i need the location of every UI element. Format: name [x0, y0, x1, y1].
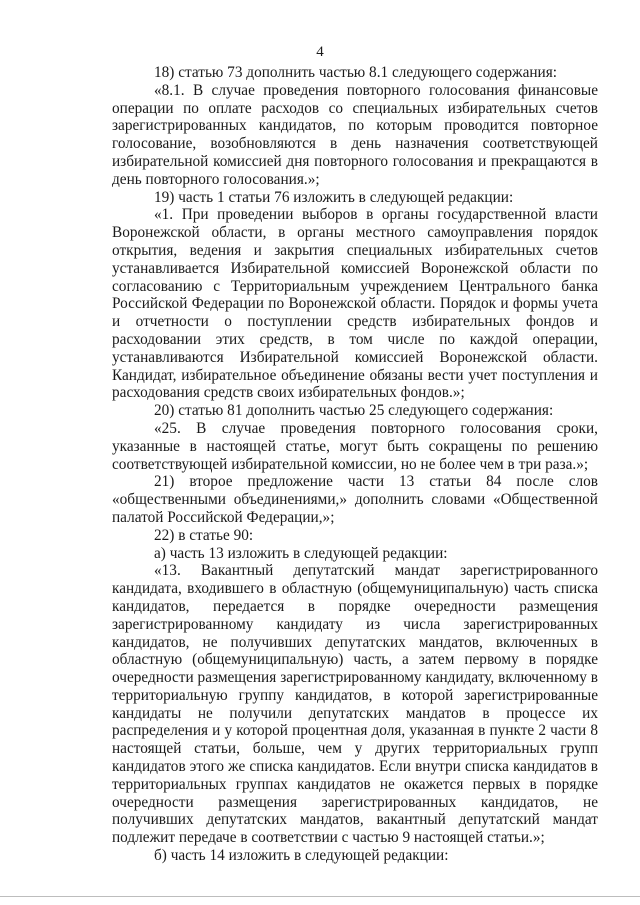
paragraph-item-19: 19) часть 1 статьи 76 изложить в следующей редакции:: [154, 188, 514, 206]
paragraph-quote-13: «13. Вакантный депутатский мандат зарегистрированного кандидата, входившего в областную (общемуниципальную) часть списка кандидатов, передается в порядке очередности размещения зарегистрированному кандидату из числа зарегистрированных кандидатов, не получивших депутатских мандатов, включенных в областную (общемуниципальную) часть, а затем первому в порядке очередности размещения зарегистрированному кандидату, включенному в территориальную группу кандидатов, в которой зарегистрированные кандидаты не получили депутатских мандатов в процессе их распределения и у которой процентная доля, указанная в пункте 2 части 8 настоящей статьи, больше, чем у других территориальных групп кандидатов этого же списка кандидатов. Если внутри списка кандидатов в территориальных группах кандидатов не окажется первых в порядке очередности размещения зарегистрированных кандидатов, не получивших депутатских мандатов, вакантный депутатский мандат подлежит передаче в соответствии с частью 9 настоящей статьи.»;: [112, 562, 598, 847]
document-body: [112, 64, 598, 865]
page-number: 4: [316, 44, 324, 60]
paragraph-quote-25: «25. В случае проведения повторного голосования сроки, указанные в настоящей статье, могут быть сокращены по решению соответствующей избирательной комиссии, но не более чем в три раза.»;: [112, 419, 598, 473]
page-bottom-edge: [0, 896, 640, 897]
paragraph-quote-1: «1. При проведении выборов в органы государственной власти Воронежской области, в органы местного самоуправления порядок открытия, ведения и закрытия специальных избирательных счетов устанавливается Избирательной комиссией Воронежской области по согласованию с Территориальным учреждением Центрального банка Российской Федерации по Воронежской области. Порядок и формы учета и отчетности о поступлении средств избирательных фондов и расходовании этих средств, в том числе по каждой операции, устанавливаются Избирательной комиссией Воронежской области. Кандидат, избирательное объединение обязаны вести учет поступления и расходования средств своих избирательных фондов.»;: [112, 206, 598, 402]
paragraph-subitem-a: а) часть 13 изложить в следующей редакции:: [154, 544, 448, 562]
paragraph-item-18: 18) статью 73 дополнить частью 8.1 следующего содержания:: [154, 64, 558, 81]
paragraph-item-21: 21) второе предложение части 13 статьи 84 после слов «общественными объединениями,» дополнить словами «Общественной палатой Российской Федерации,»;: [112, 473, 598, 526]
paragraph-subitem-b: б) часть 14 изложить в следующей редакции:: [154, 847, 449, 865]
paragraph-item-22: 22) в статье 90:: [154, 526, 254, 544]
paragraph-item-20: 20) статью 81 дополнить частью 25 следующего содержания:: [154, 402, 554, 420]
paragraph-quote-8-1: «8.1. В случае проведения повторного голосования финансовые операции по оплате расходов со специальных избирательных счетов зарегистрированных кандидатов, по которым проводится повторное голосование, возобновляются в день назначения соответствующей избирательной комиссией дня повторного голосования и прекращаются в день повторного голосования.»;: [112, 81, 598, 188]
